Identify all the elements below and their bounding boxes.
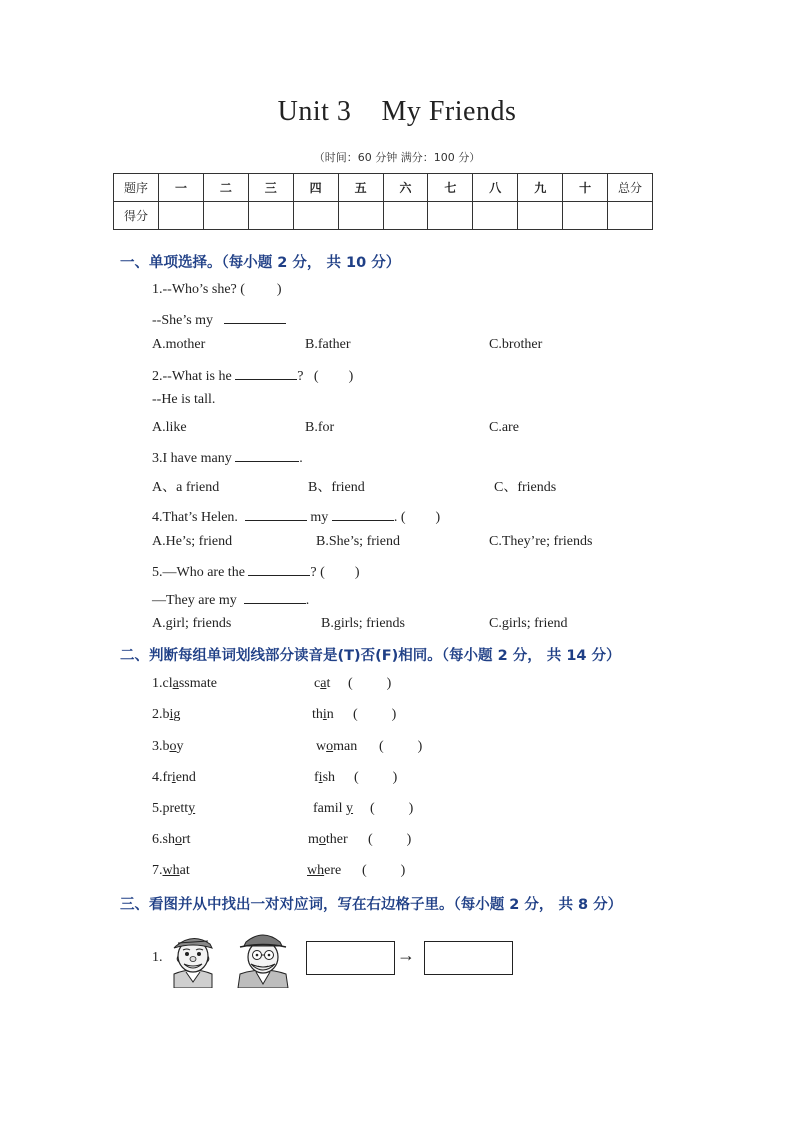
word-2-underlined: i (322, 707, 327, 722)
item-number: 1. (152, 676, 163, 691)
q5-option-a: A.girl; friends (152, 616, 232, 631)
word-2-part: f (314, 770, 319, 785)
q1-option-a: A.mother (152, 337, 206, 352)
word-1 (152, 707, 180, 723)
question-1: 1.--Who’s she? ( ) (152, 282, 282, 297)
answer-parentheses[interactable]: ( ) (379, 739, 423, 754)
q5-option-c: C.girls; friend (489, 616, 568, 631)
word-2-part: th (312, 707, 323, 722)
exam-info: （时间：60 分钟 满分：100 分） (313, 151, 481, 164)
q5-stem-a: 5.—Who are the (152, 565, 245, 580)
q5-blank-1[interactable] (248, 561, 310, 576)
q4-stem-a: 4.That’s Helen. (152, 510, 238, 525)
question-4: 4.That’s Helen. my . ( ) (152, 506, 440, 526)
q4-stem-b: my (310, 510, 329, 525)
answer-parentheses[interactable]: ( ) (353, 707, 397, 722)
header-cell: 八 (473, 174, 518, 202)
word-2 (313, 801, 353, 817)
word-2-part: famil (313, 801, 347, 816)
arrow-icon: → (397, 945, 415, 965)
word-1-part: end (175, 770, 196, 785)
q5-blank-2[interactable] (244, 589, 306, 604)
answer-parentheses[interactable]: ( ) (368, 832, 412, 847)
score-cell[interactable] (383, 202, 428, 230)
q1-stem: 1.--Who’s she? ( (152, 282, 245, 297)
word-1 (152, 801, 195, 817)
question-3: 3.I have many . (152, 447, 303, 467)
word-2 (314, 676, 330, 692)
old-man-hat-illustration (234, 928, 292, 988)
word-1 (152, 739, 184, 755)
answer-parentheses[interactable]: ( ) (348, 676, 392, 691)
question-5: 5.—Who are the ? ( ) (152, 561, 359, 581)
row-label: 得分 (114, 202, 159, 230)
header-cell: 十 (563, 174, 608, 202)
header-cell: 七 (428, 174, 473, 202)
item-number: 7. (152, 863, 163, 878)
word-1-underlined: o (174, 832, 182, 847)
q1-option-c: C.brother (489, 337, 543, 352)
word-2 (314, 770, 335, 786)
score-table-score-row (114, 202, 653, 230)
q4-option-a: A.He’s; friend (152, 534, 233, 549)
word-1-underlined: wh (162, 863, 180, 878)
word-1-part: rt (181, 832, 191, 847)
word-2-underlined: i (318, 770, 323, 785)
word-1-underlined: a (172, 676, 179, 691)
q4-option-c: C.They’re; friends (489, 534, 593, 549)
score-cell[interactable] (338, 202, 383, 230)
q2-option-a: A.like (152, 420, 187, 435)
question-2: 2.--What is he ? ( ) (152, 365, 353, 385)
q5-stem-b: ? ( (310, 565, 325, 580)
q4-blank-2[interactable] (332, 506, 394, 521)
answer-box-1[interactable] (306, 941, 395, 975)
word-2-part: c (314, 676, 321, 691)
old-man-cap-illustration (168, 930, 218, 988)
word-1 (152, 863, 190, 879)
word-2-part: man (333, 739, 358, 754)
section-2-title: 二、判断每组单词划线部分读音是(T)否(F)相同。（每小题 2 分， 共 14 分） (120, 648, 621, 664)
section-3-title: 三、看图并从中找出一对对应词，写在右边格子里。（每小题 2 分， 共 8 分） (120, 897, 623, 913)
q3-option-b: B、friend (308, 480, 365, 495)
word-1-underlined: o (169, 739, 177, 754)
row-label: 题序 (114, 174, 159, 202)
word-2-underlined: a (320, 676, 327, 691)
header-cell: 五 (338, 174, 383, 202)
word-2-part: m (308, 832, 319, 847)
question-1-reply (152, 309, 286, 329)
score-cell[interactable] (293, 202, 338, 230)
section-1-title: 一、单项选择。（每小题 2 分， 共 10 分） (120, 255, 401, 271)
q1-option-b: B.father (305, 337, 351, 352)
q2-blank[interactable] (235, 365, 297, 380)
score-cell[interactable] (428, 202, 473, 230)
word-1 (152, 832, 191, 848)
word-2 (316, 739, 357, 755)
word-2-underlined: o (326, 739, 334, 754)
answer-parentheses[interactable]: ( ) (362, 863, 406, 878)
question-5-reply: —They are my . (152, 589, 309, 609)
word-1-part: b (162, 707, 170, 722)
q5-reply: —They are my (152, 593, 237, 608)
q2-option-c: C.are (489, 420, 519, 435)
unit-name: My Friends (381, 96, 517, 127)
page-title (0, 96, 794, 128)
header-cell: 一 (159, 174, 204, 202)
word-2-underlined: o (318, 832, 326, 847)
word-2-part: t (326, 676, 331, 691)
header-cell: 九 (518, 174, 563, 202)
header-cell: 三 (248, 174, 293, 202)
word-2-part: ere (324, 863, 342, 878)
header-cell: 六 (383, 174, 428, 202)
word-2-underlined: wh (307, 863, 325, 878)
score-cell[interactable] (248, 202, 293, 230)
q3-stem: 3.I have many (152, 451, 232, 466)
word-2 (312, 707, 334, 723)
item-number: 6. (152, 832, 163, 847)
s3-item-number: 1. (152, 950, 163, 965)
word-2 (307, 863, 341, 879)
header-cell: 四 (293, 174, 338, 202)
q4-blank-1[interactable] (245, 506, 307, 521)
item-number: 4. (152, 770, 163, 785)
score-cell-total[interactable] (608, 202, 653, 230)
score-cell[interactable] (518, 202, 563, 230)
word-1-part: fr (162, 770, 172, 785)
q2-stem-a: 2.--What is he (152, 369, 232, 384)
unit-label: Unit 3 (277, 96, 352, 127)
word-1 (152, 676, 217, 692)
word-1-part: b (162, 739, 170, 754)
q3-option-c: C、friends (494, 480, 557, 495)
word-1-part: sh (162, 832, 175, 847)
word-2-part: ther (325, 832, 348, 847)
word-1 (152, 770, 196, 786)
word-2-part: w (316, 739, 327, 754)
word-1-part: g (173, 707, 181, 722)
q2-stem-b: ? (297, 369, 304, 384)
score-cell[interactable] (159, 202, 204, 230)
q4-option-b: B.She’s; friend (316, 534, 400, 549)
q2-option-b: B.for (305, 420, 335, 435)
score-table (113, 173, 653, 230)
word-1-part: cl (162, 676, 173, 691)
q1-blank[interactable] (224, 309, 286, 324)
word-1-part: at (179, 863, 190, 878)
word-1-underlined: i (169, 707, 174, 722)
word-1-part: ssmate (178, 676, 217, 691)
q2-reply: --He is tall. (152, 392, 216, 407)
word-2-part: sh (322, 770, 336, 785)
q3-option-a: A、a friend (152, 480, 220, 495)
answer-parentheses[interactable]: ( ) (354, 770, 398, 785)
q3-blank[interactable] (235, 447, 299, 462)
score-cell[interactable] (203, 202, 248, 230)
answer-box-2[interactable] (424, 941, 513, 975)
item-number: 3. (152, 739, 163, 754)
header-cell: 二 (203, 174, 248, 202)
word-1-underlined: i (171, 770, 176, 785)
q1-reply: --She’s my (152, 313, 214, 328)
answer-parentheses[interactable]: ( ) (370, 801, 414, 816)
header-cell-total: 总分 (608, 174, 653, 202)
q5-option-b: B.girls; friends (321, 616, 405, 631)
score-table-header-row (114, 174, 653, 202)
word-1-underlined: y (188, 801, 196, 816)
item-number: 2. (152, 707, 163, 722)
item-number: 5. (152, 801, 163, 816)
word-2-part: n (326, 707, 334, 722)
word-2 (308, 832, 348, 848)
word-1-part: y (176, 739, 184, 754)
word-1-part: prett (162, 801, 189, 816)
score-cell[interactable] (473, 202, 518, 230)
score-cell[interactable] (563, 202, 608, 230)
word-2-underlined: y (346, 801, 354, 816)
